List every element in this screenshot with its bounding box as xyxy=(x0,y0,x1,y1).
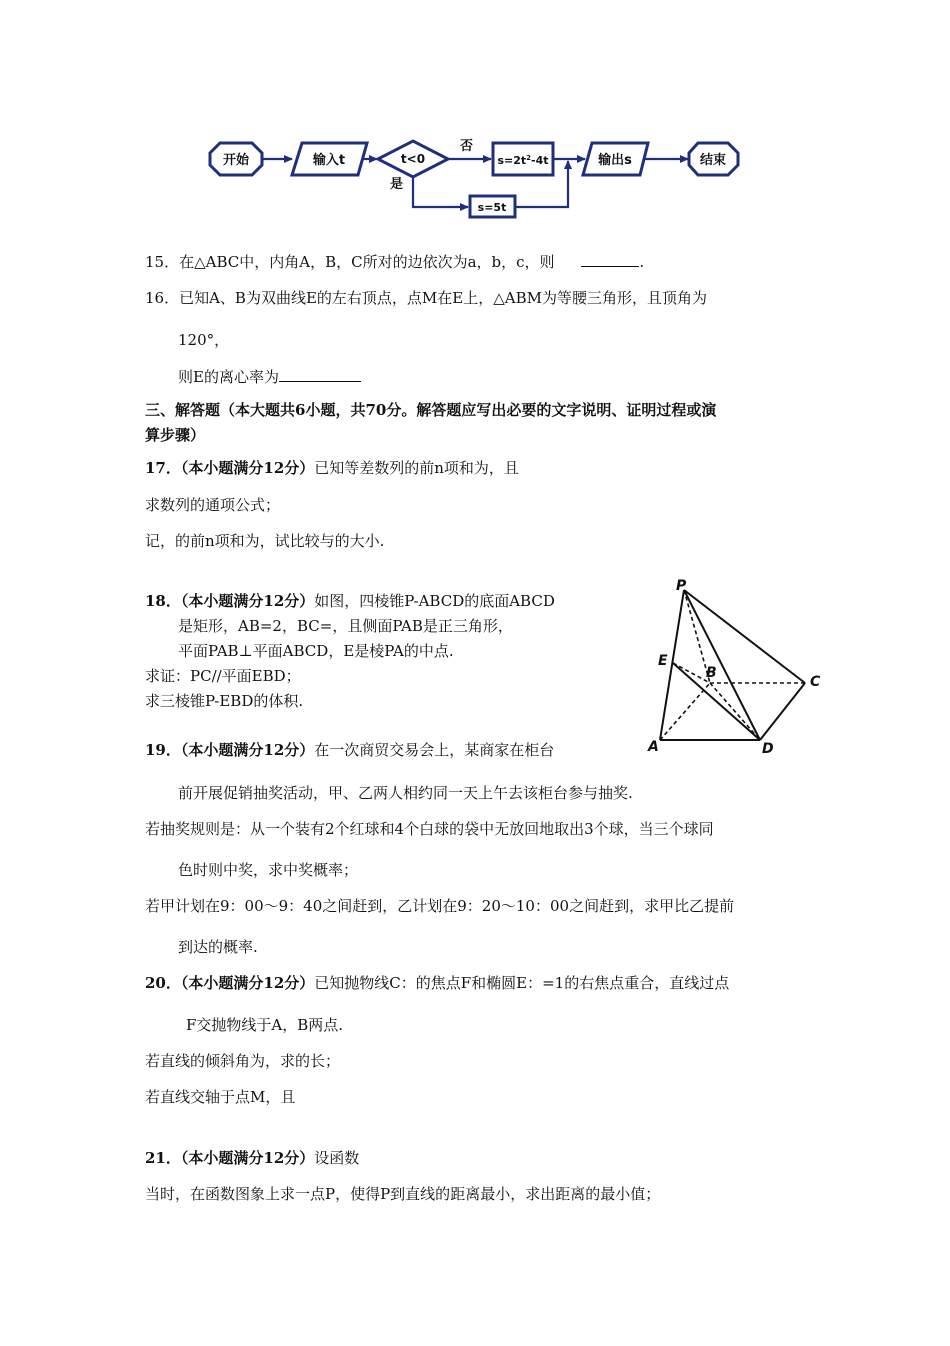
question-text: 已知等差数列的前n项和为，且 xyxy=(314,459,519,477)
question-15: 15．在△ABC中，内角A，B，C所对的边依次为a，b，c，则 . xyxy=(145,253,645,271)
flow-yes-label: 是 xyxy=(390,177,404,192)
section-heading: 三、解答题（本大题共6小题，共70分。解答题应写出必要的文字说明、证明过程或演 xyxy=(145,401,717,419)
answer-blank xyxy=(279,381,361,382)
vertex-A-label: A xyxy=(648,739,659,755)
flow-process-no-label: $s=2t^2-4t$ xyxy=(497,154,549,167)
question-19-line2: 前开展促销抽奖活动，甲、乙两人相约同一天上午去该柜台参与抽奖. xyxy=(178,784,633,802)
section-heading-cont: 算步骤） xyxy=(145,426,206,444)
question-text: 已知抛物线C：的焦点F和椭圆E：=1的右焦点重合，直线过点 xyxy=(314,974,730,992)
question-19-part2a: 若甲计划在9：00～9：40之间赶到，乙计划在9：20～10：00之间赶到，求甲比乙提前 xyxy=(145,897,735,915)
question-number: 17． xyxy=(145,459,181,477)
question-text: 已知A、B为双曲线E的左右顶点，点M在E上，△ABM为等腰三角形，且顶角为 xyxy=(179,289,707,307)
question-16 xyxy=(145,287,707,308)
vertex-C-label: C xyxy=(810,674,821,690)
flowchart xyxy=(0,0,950,230)
flow-no-label: 否 xyxy=(460,139,474,154)
vertex-B-label: B xyxy=(706,665,717,681)
question-17-part2: 记，的前n项和为，试比较与的大小. xyxy=(145,532,385,550)
question-number: 21． xyxy=(145,1149,181,1167)
question-20 xyxy=(145,972,729,993)
question-text: 在△ABC中，内角A，B，C所对的边依次为a，b，c，则 xyxy=(179,253,555,271)
question-points: （本小题满分12分） xyxy=(180,592,315,610)
question-text: 如图，四棱锥P-ABCD的底面ABCD xyxy=(314,592,555,610)
question-16-line3: 则E的离心率为 xyxy=(178,366,361,387)
flow-output-label: 输出s xyxy=(598,153,632,168)
question-18-line2: 是矩形，AB=2，BC=，且侧面PAB是正三角形， xyxy=(178,617,513,635)
question-number: 18． xyxy=(145,592,181,610)
question-18-part2: 求三棱锥P-EBD的体积. xyxy=(145,692,304,710)
flow-process-yes-label: s=5t xyxy=(477,201,507,214)
question-text: 在一次商贸交易会上，某商家在柜台 xyxy=(314,741,555,759)
question-16-line2: 120°， xyxy=(178,331,230,349)
question-17 xyxy=(145,457,519,478)
question-points: （本小题满分12分） xyxy=(180,1149,315,1167)
flow-end-label: 结束 xyxy=(699,153,727,168)
question-number: 15． xyxy=(145,253,180,271)
edge-DC xyxy=(760,683,805,740)
question-number: 16． xyxy=(145,289,180,307)
edge-PD xyxy=(684,590,760,740)
flow-start-label: 开始 xyxy=(222,153,250,168)
flow-arrow xyxy=(413,177,468,207)
flow-condition-label: t<0 xyxy=(400,152,426,166)
answer-blank xyxy=(581,266,639,267)
question-20-part2: 若直线交轴于点M，且 xyxy=(145,1088,296,1106)
question-points: （本小题满分12分） xyxy=(180,741,315,759)
question-20-line2: F交抛物线于A，B两点. xyxy=(186,1016,344,1034)
question-19 xyxy=(145,739,554,760)
vertex-E-label: E xyxy=(658,653,668,669)
question-number: 20． xyxy=(145,974,181,992)
question-19-part1b: 色时则中奖，求中奖概率； xyxy=(178,861,359,879)
flow-arrow xyxy=(515,161,568,207)
question-19-part1a: 若抽奖规则是：从一个装有2个红球和4个白球的袋中无放回地取出3个球，当三个球同 xyxy=(145,820,714,838)
question-20-part1: 若直线的倾斜角为，求的长； xyxy=(145,1052,341,1070)
edge-PC xyxy=(684,590,805,683)
question-21-part1: 当时，在函数图象上求一点P，使得P到直线的距离最小，求出距离的最小值； xyxy=(145,1185,661,1203)
vertex-P-label: P xyxy=(676,578,687,594)
flow-input-label: 输入t xyxy=(312,153,346,168)
question-19-part2b: 到达的概率. xyxy=(178,938,258,956)
question-18-line3: 平面PAB⊥平面ABCD，E是棱PA的中点. xyxy=(178,642,454,660)
question-21 xyxy=(145,1147,359,1168)
vertex-D-label: D xyxy=(762,741,774,755)
question-17-part1: 求数列的通项公式； xyxy=(145,496,281,514)
question-points: （本小题满分12分） xyxy=(180,974,315,992)
question-18 xyxy=(145,590,555,611)
pyramid-figure xyxy=(640,575,840,755)
question-points: （本小题满分12分） xyxy=(180,459,315,477)
question-number: 19． xyxy=(145,741,181,759)
question-18-part1: 求证：PC//平面EBD； xyxy=(145,667,301,685)
question-text: 设函数 xyxy=(314,1149,360,1167)
